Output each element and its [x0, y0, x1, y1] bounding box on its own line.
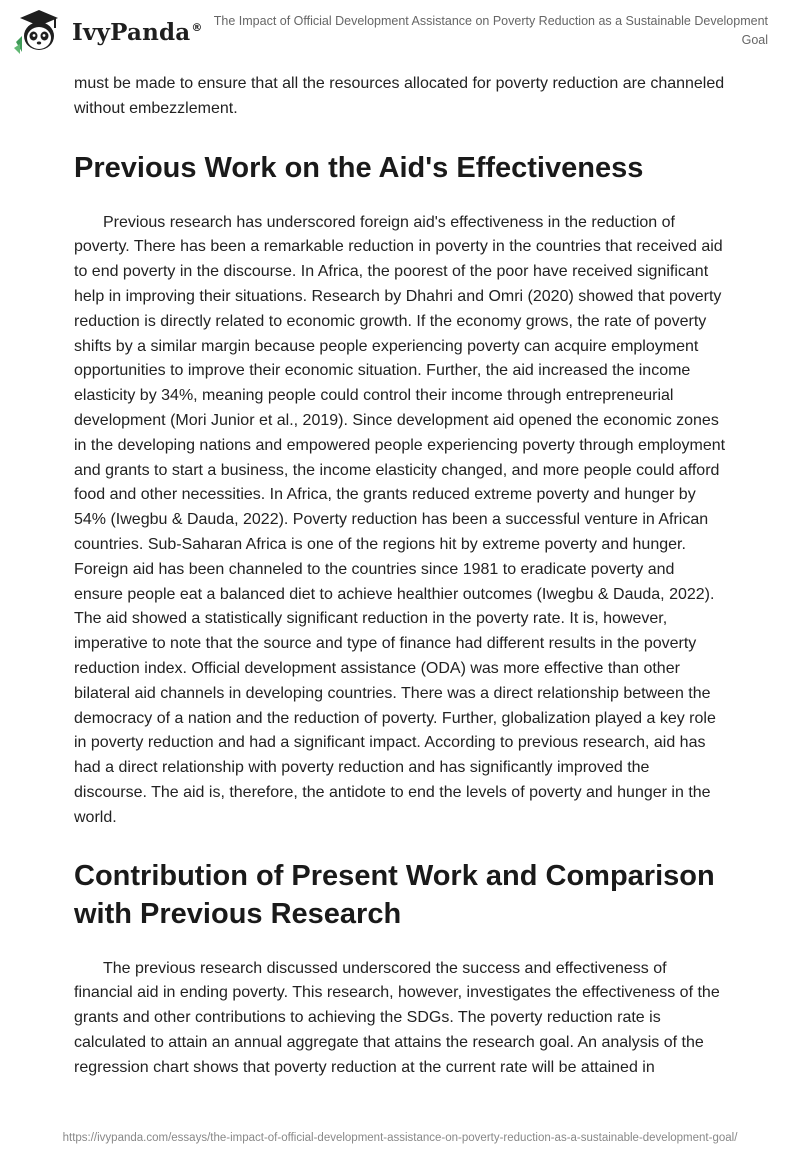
section-paragraph-previous-work: Previous research has underscored foreign aid's effectiveness in the reduction of poverty. There has been a remarkable reduction in poverty in the countries that received aid to end poverty in the discourse. In Africa, the poorest of the poor have received significant help in improving their situations. Research by Dhahri and Omri (2020) showed that poverty reduction is directly related to economic growth. If the economy grows, the rate of poverty shifts by a similar margin because people experiencing poverty can acquire employment opportunities to improve their economic situation. Further, the aid increased the income elasticity by 34%, meaning people could control their income through entrepreneurial development (Mori Junior et al., 2019). Since development aid opened the economic zones in the developing nations and empowered people experiencing poverty through employment and grants to start a business, the income elasticity changed, and more people could afford food and other necessities. In Africa, the grants reduced extreme poverty and hunger by 54% (Iwegbu & Dauda, 2022). Poverty reduction has been a successful venture in African countries. Sub-Saharan Africa is one of the regions hit by extreme poverty and hunger. Foreign aid has been channeled to the countries since 1981 to eradicate poverty and ensure people eat a balanced diet to achieve healthier outcomes (Iwegbu & Dauda, 2022). The aid showed a statistically significant reduction in the poverty rate. It is, however, imperative to note that the source and type of finance had different results in the poverty reduction index. Official development assistance (ODA) was more effective than other bilateral aid channels in developing countries. There was a direct relationship between the democracy of a nation and the reduction of poverty. Further, globalization played a key role in poverty reduction and had a significant impact. According to previous research, aid has had a direct relationship with poverty reduction and has significantly improved the discourse. The aid is, therefore, the antidote to end the levels of poverty and hunger in the world.	[74, 213, 726, 826]
intro-paragraph: must be made to ensure that all the resources allocated for poverty reduction are channeled without embezzlement.	[74, 75, 725, 117]
section-heading-previous-work: Previous Work on the Aid's Effectiveness	[74, 151, 644, 184]
page-url-footer[interactable]: https://ivypanda.com/essays/the-impact-of-official-development-assistance-on-poverty-reduction-as-a-sustainable-development-goal/	[62, 1132, 738, 1144]
registered-mark: ®	[191, 20, 203, 34]
section-paragraph-contribution: The previous research discussed underscored the success and effectiveness of financial aid in ending poverty. This research, however, investigates the effectiveness of the grants and other contributions to achieving the SDGs. The poverty reduction rate is calculated to attain an annual aggregate that attains the research goal. An analysis of the regression chart shows that poverty reduction at the current rate will be attained in	[74, 959, 720, 1076]
brand-logo[interactable]	[12, 8, 203, 54]
document-title: The Impact of Official Development Assistance on Poverty Reduction as a Sustainable Development Goal	[213, 14, 768, 47]
panda-logo-icon	[12, 8, 66, 54]
essay-content	[74, 72, 726, 1081]
brand-name: IvyPanda®	[72, 18, 203, 46]
page-header	[0, 0, 800, 60]
section-heading-contribution: Contribution of Present Work and Comparison with Previous Research	[74, 859, 715, 930]
